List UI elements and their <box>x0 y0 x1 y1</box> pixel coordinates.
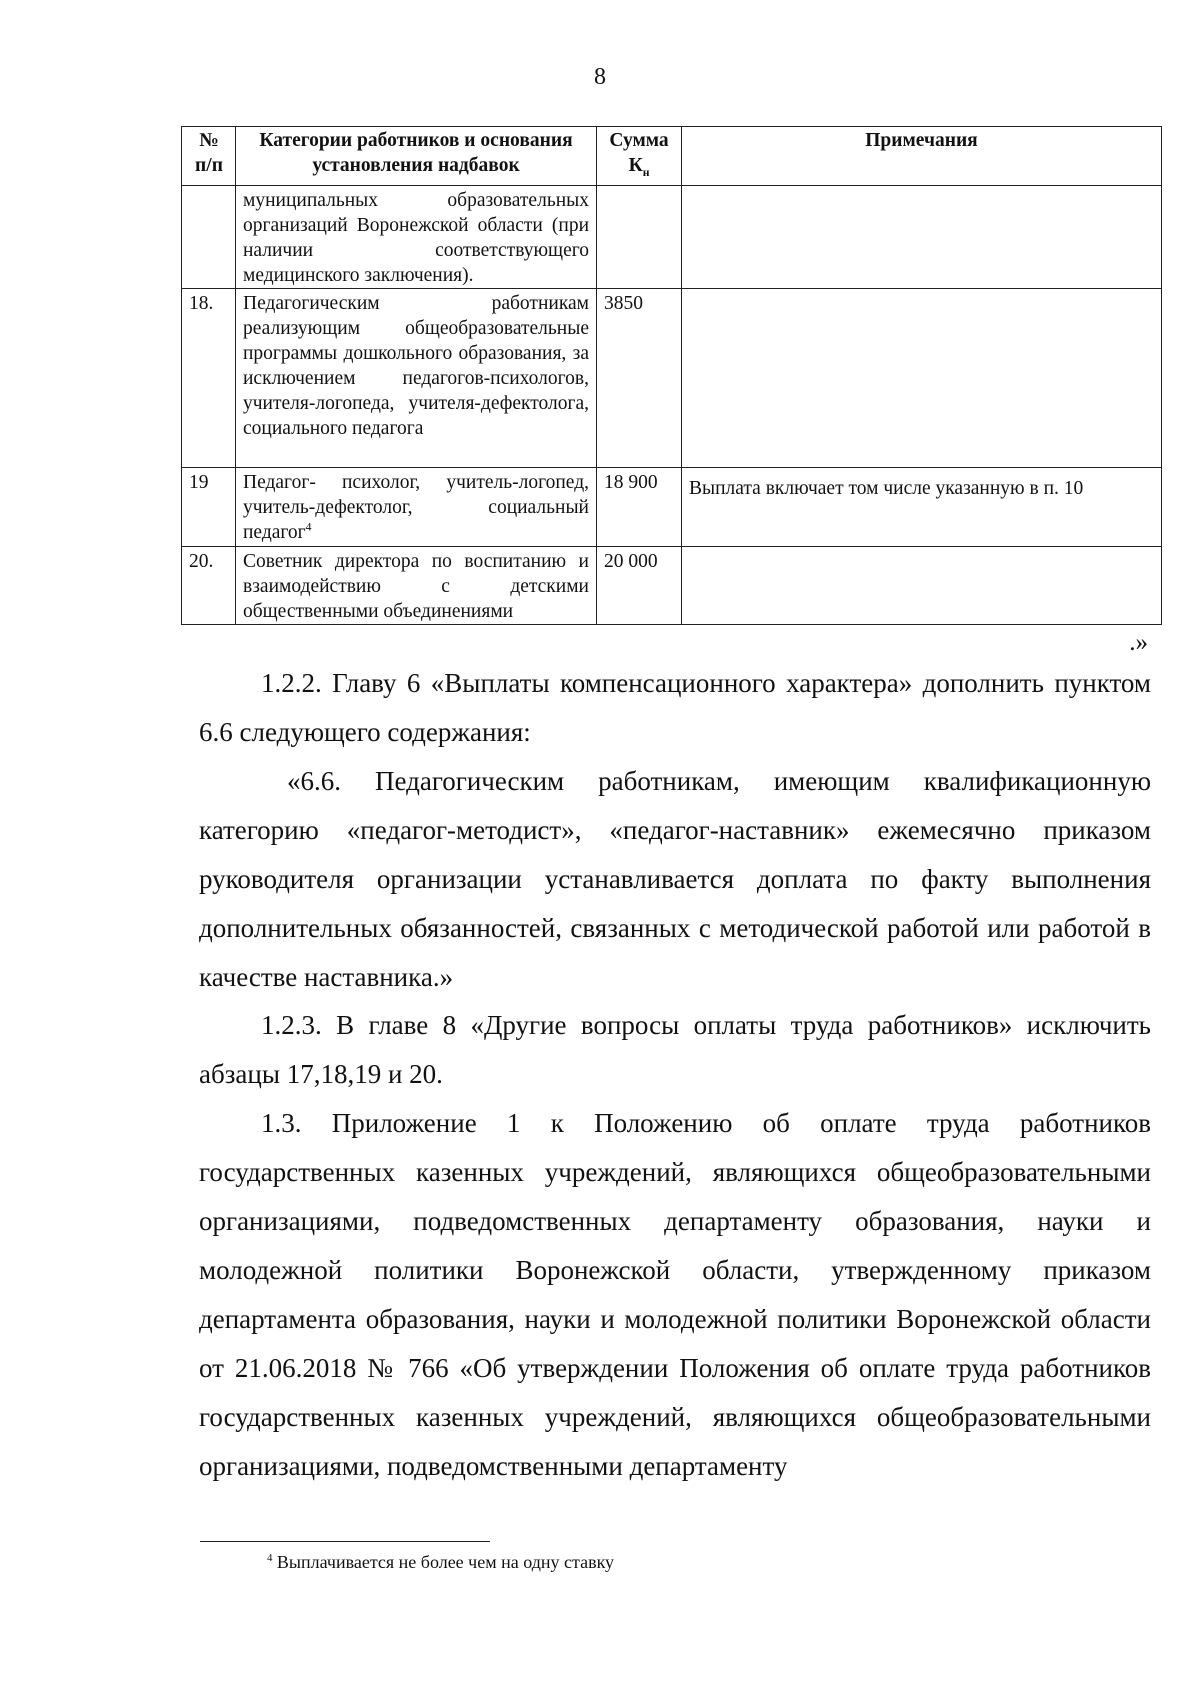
row-sum <box>597 186 682 289</box>
footnote-divider <box>200 1541 490 1542</box>
footnote-ref: 4 <box>305 520 312 534</box>
row-note <box>682 289 1162 468</box>
row-note <box>682 547 1162 625</box>
row-num <box>182 186 236 289</box>
footnote <box>267 1552 614 1573</box>
page-number: 8 <box>594 64 606 90</box>
row-sum: 20 000 <box>597 547 682 625</box>
paragraph-1-2-2: 1.2.2. Главу 6 «Выплаты компенсационного характера» дополнить пунктом 6.6 следующего содержания: <box>199 668 1151 747</box>
row-category: муниципальных образовательных организаций Воронежской области (при наличии соответствующего медицинского заключения). <box>236 186 597 289</box>
row-category: Педагогическим работникам реализующим общеобразовательные программы дошкольного образования, за исключением педагогов-психологов, учителя-логопеда, учителя-дефектолога, социального педагога <box>236 289 597 468</box>
paragraph-1-2-3: 1.2.3. В главе 8 «Другие вопросы оплаты труда работников» исключить абзацы 17,18,19 и 20. <box>199 1010 1151 1089</box>
row-num: 19 <box>182 468 236 547</box>
row-num: 20. <box>182 547 236 625</box>
table-closing-quote: .» <box>1129 629 1148 656</box>
footnote-marker: 4 <box>267 1552 273 1564</box>
row-category: Педагог- психолог, учитель-логопед, учитель-дефектолог, социальный педагог$^4$ <box>236 468 597 547</box>
row-note: Выплата включает том числе указанную в п. 10 <box>682 468 1162 547</box>
row-category: Советник директора по воспитанию и взаимодействию с детскими общественными объединениями <box>236 547 597 625</box>
table-row <box>182 547 1162 625</box>
header-notes: Примечания <box>682 127 1162 186</box>
table-header-row <box>182 127 1162 186</box>
row-sum: 3850 <box>597 289 682 468</box>
header-category: Категории работников и основания установления надбавок <box>236 127 597 186</box>
table-row <box>182 468 1162 547</box>
row-num: 18. <box>182 289 236 468</box>
paragraph-6-6: «6.6. Педагогическим работникам, имеющим квалификационную категорию «педагог-методист», «педагог-наставник» ежемесячно приказом руководителя организации устанавливается доплата по факту выполнения дополнительных обязанностей, связанных с методической работой или работой в качестве наставника.» <box>199 766 1151 992</box>
row-note <box>682 186 1162 289</box>
header-num: № п/п <box>182 127 236 186</box>
table-row <box>182 186 1162 289</box>
table-row <box>182 289 1162 468</box>
allowance-table <box>181 126 1162 625</box>
header-sum: Сумма $К_н$ <box>597 127 682 186</box>
paragraph-1-3: 1.3. Приложение 1 к Положению об оплате труда работников государственных казенных учреждений, являющихся общеобразовательными организациями, подведомственных департаменту образования, науки и молодежной политики Воронежской области, утвержденному приказом департамента образования, науки и молодежной политики Воронежской области от 21.06.2018 № 766 «Об утверждении Положения об оплате труда работников государственных казенных учреждений, являющихся общеобразовательными организациями, подведомственными департаменту <box>199 1108 1151 1481</box>
footnote-text: Выплачивается не более чем на одну ставку <box>276 1552 615 1572</box>
row-sum: 18 900 <box>597 468 682 547</box>
